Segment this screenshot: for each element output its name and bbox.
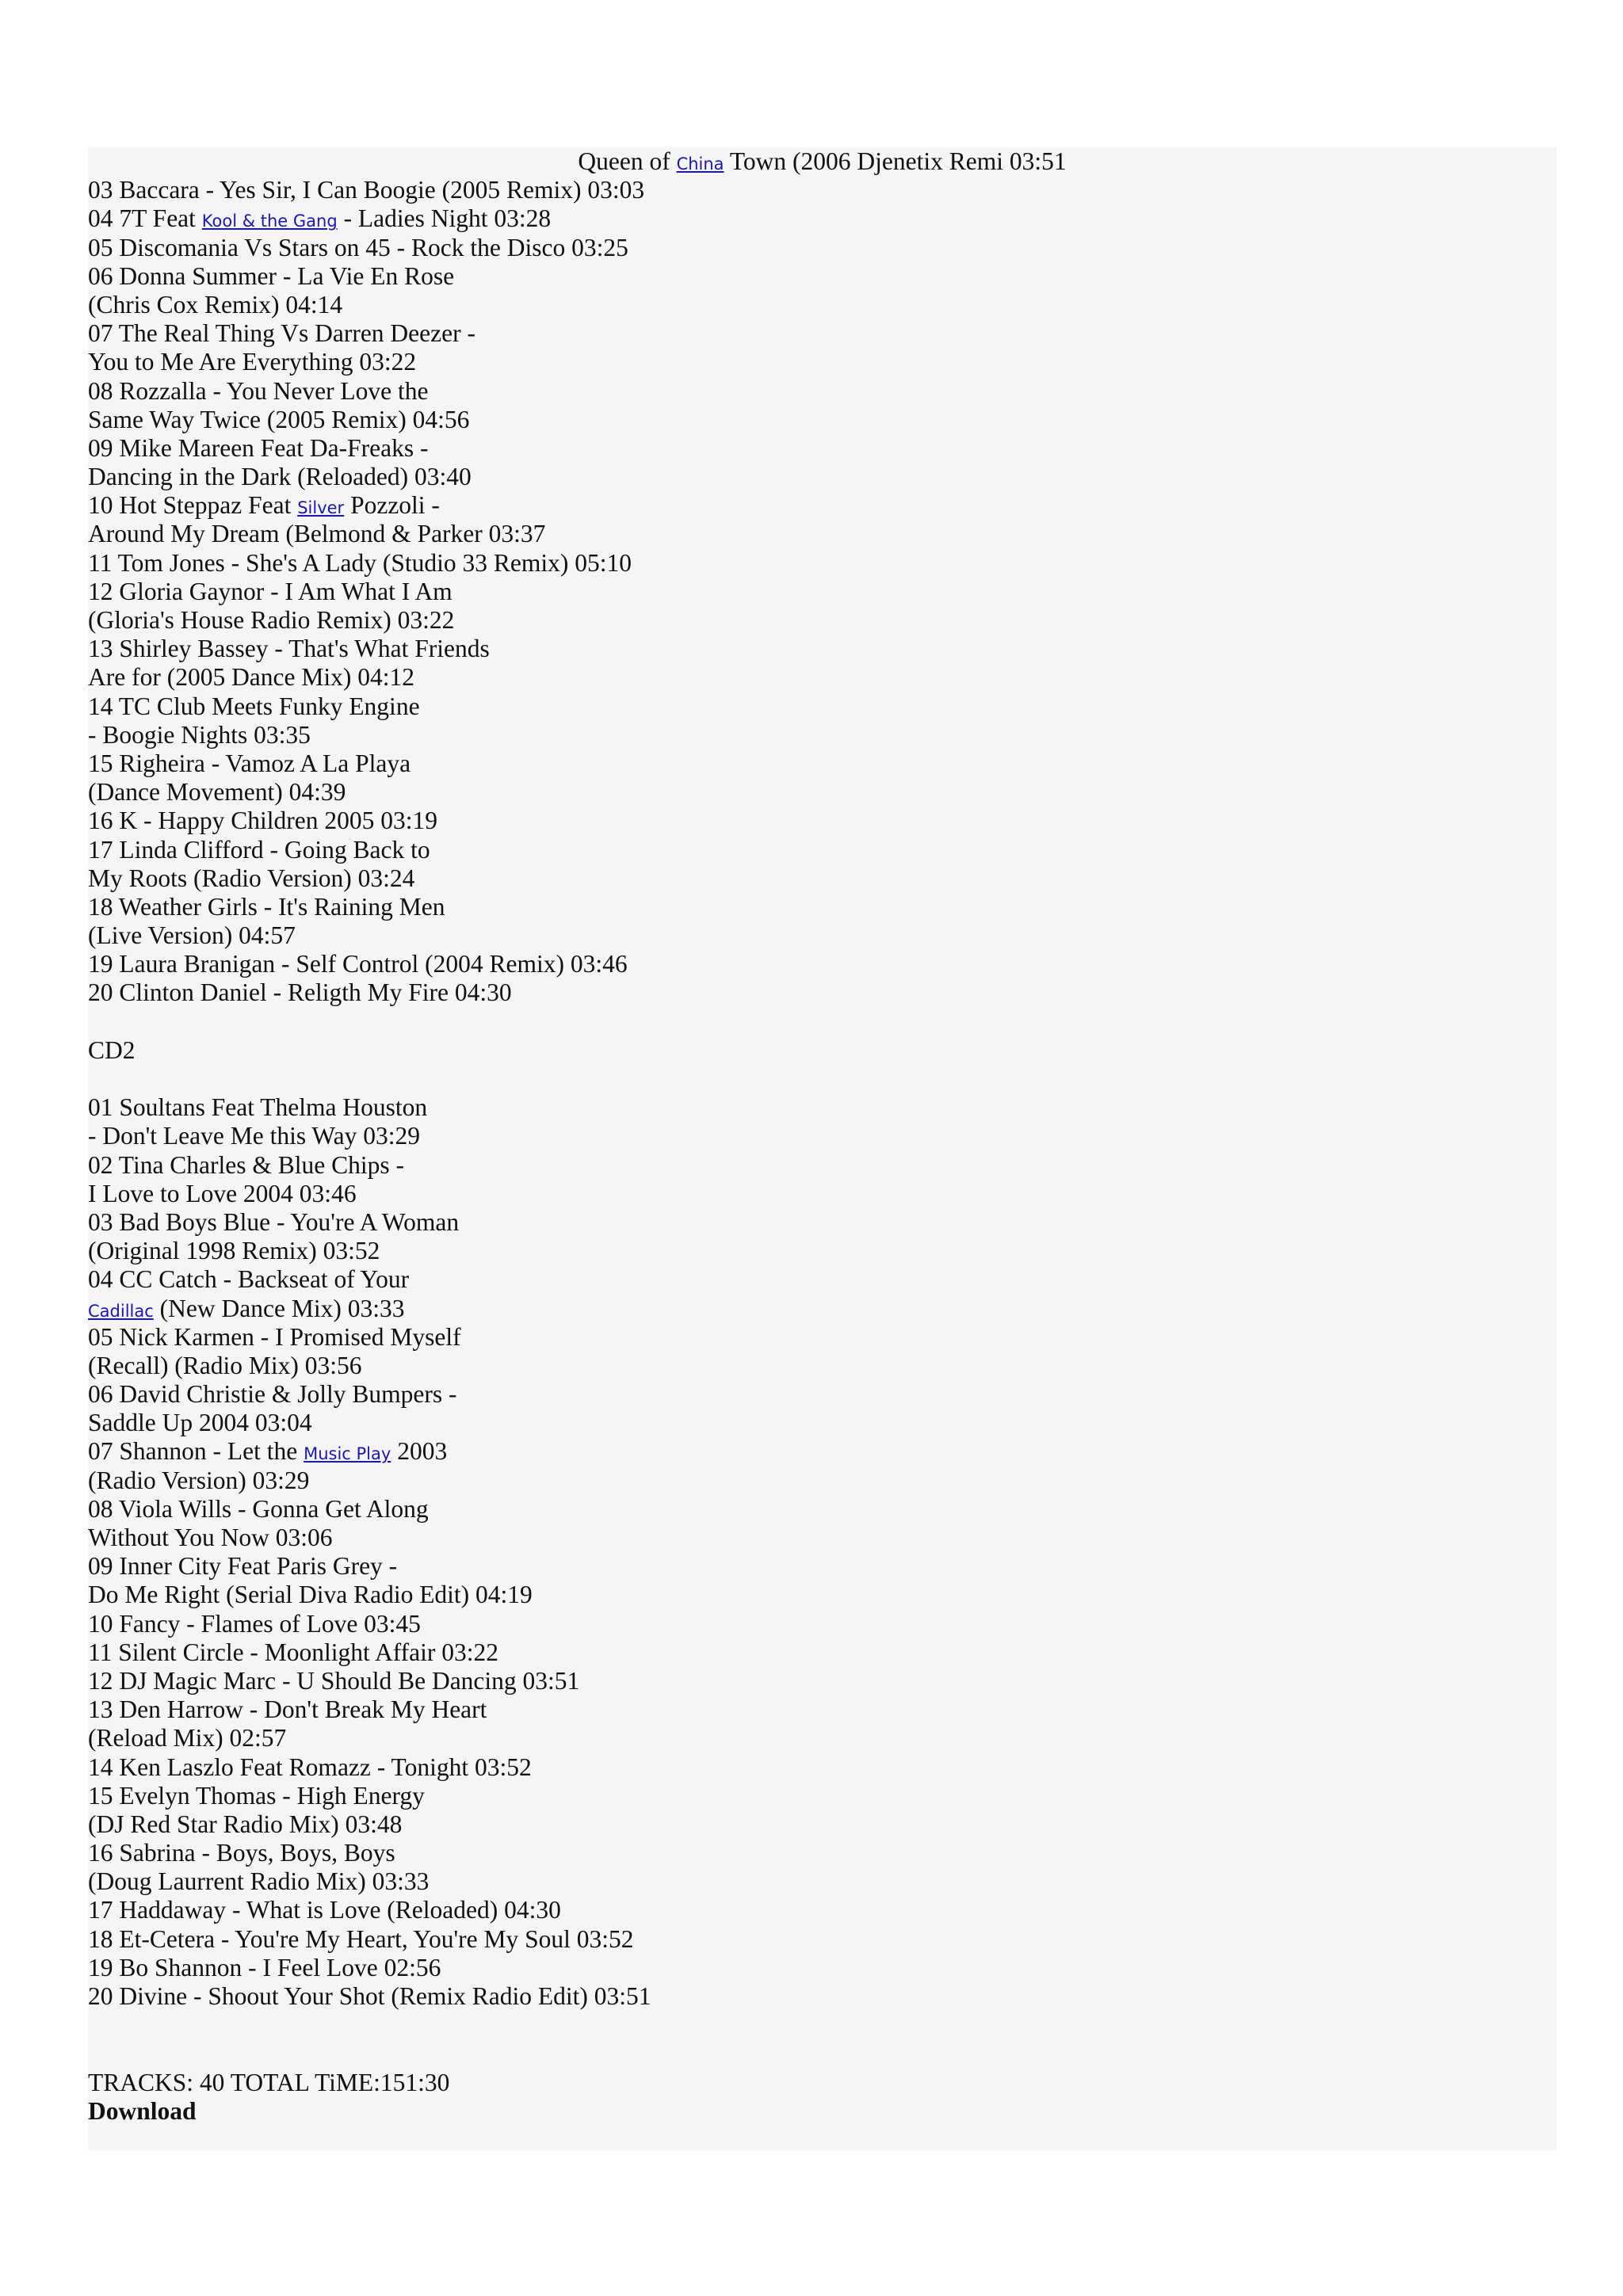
track-line: (Doug Laurrent Radio Mix) 03:33: [88, 1867, 430, 1896]
track-line: (Recall) (Radio Mix) 03:56: [88, 1351, 362, 1379]
track-text-after: 2003: [391, 1437, 448, 1466]
track-inline-link[interactable]: Kool & the Gang: [201, 212, 338, 231]
track-line: Are for (2005 Dance Mix) 04:12: [88, 663, 415, 692]
track-line: 06 David Christie & Jolly Bumpers -: [88, 1380, 457, 1409]
track-line: 12 Gloria Gaynor - I Am What I Am: [88, 577, 453, 605]
track-line: 20 Clinton Daniel - Religth My Fire 04:30: [88, 978, 512, 1007]
track-line: Without You Now 03:06: [88, 1524, 333, 1551]
cd1-tracklist: [88, 176, 1556, 1007]
track-text-before: 07 Shannon - Let the: [88, 1437, 304, 1466]
track-line: (DJ Red Star Radio Mix) 03:48: [88, 1810, 403, 1838]
track-line: 03 Bad Boys Blue - You're A Woman: [88, 1207, 460, 1236]
track-line: 05 Nick Karmen - I Promised Myself: [88, 1322, 461, 1351]
track-text-after: (New Dance Mix) 03:33: [153, 1294, 405, 1322]
track-text-before: 04 7T Feat: [88, 204, 202, 233]
track-line: - Don't Leave Me this Way 03:29: [88, 1122, 420, 1150]
track-line: 09 Mike Mareen Feat Da-Freaks -: [88, 433, 429, 462]
track-line: 19 Laura Branigan - Self Control (2004 Remix) 03:46: [88, 950, 628, 978]
header-line: [88, 147, 1556, 176]
track-line: (Gloria's House Radio Remix) 03:22: [88, 606, 455, 634]
track-line: Around My Dream (Belmond & Parker 03:37: [88, 520, 546, 548]
spacer: [88, 2011, 1556, 2039]
track-line: 15 Righeira - Vamoz A La Playa: [88, 749, 411, 777]
track-line: 13 Den Harrow - Don't Break My Heart: [88, 1695, 487, 1724]
track-line: (Live Version) 04:57: [88, 921, 296, 950]
spacer: [88, 1065, 1556, 1093]
track-line: (Chris Cox Remix) 04:14: [88, 290, 343, 318]
track-line: 08 Rozzalla - You Never Love the: [88, 376, 429, 405]
track-line: 09 Inner City Feat Paris Grey -: [88, 1552, 398, 1581]
track-line: (Radio Version) 03:29: [88, 1466, 310, 1494]
track-line: 04 CC Catch - Backseat of Your: [88, 1265, 410, 1294]
track-line: - Boogie Nights 03:35: [88, 720, 311, 749]
track-line: 11 Silent Circle - Moonlight Affair 03:22: [88, 1638, 498, 1666]
track-line: 14 TC Club Meets Funky Engine: [88, 692, 420, 720]
track-line: 17 Haddaway - What is Love (Reloaded) 04:30: [88, 1896, 561, 1924]
track-line: 10 Fancy - Flames of Love 03:45: [88, 1609, 421, 1638]
track-line: 01 Soultans Feat Thelma Houston: [88, 1093, 428, 1122]
track-line: 05 Discomania Vs Stars on 45 - Rock the Disco 03:25: [88, 233, 628, 261]
link-china[interactable]: China: [676, 154, 724, 174]
track-line: (Reload Mix) 02:57: [88, 1724, 287, 1753]
track-line: 12 DJ Magic Marc - U Should Be Dancing 03:51: [88, 1666, 580, 1695]
track-line: 18 Et-Cetera - You're My Heart, You're My Soul 03:52: [88, 1924, 634, 1953]
track-text-after: Pozzoli -: [344, 491, 440, 520]
track-line: 03 Baccara - Yes Sir, I Can Boogie (2005 Remix) 03:03: [88, 176, 645, 204]
track-line: 16 K - Happy Children 2005 03:19: [88, 807, 437, 835]
track-line: 14 Ken Laszlo Feat Romazz - Tonight 03:52: [88, 1753, 532, 1781]
track-line: 11 Tom Jones - She's A Lady (Studio 33 Remix) 05:10: [88, 548, 632, 577]
spacer: [88, 2039, 1556, 2068]
header-text-after: Town (2006 Djenetix Remi 03:51: [724, 147, 1067, 175]
header-text-before: Queen of: [578, 147, 677, 175]
track-line: (Original 1998 Remix) 03:52: [88, 1237, 380, 1265]
track-line: Do Me Right (Serial Diva Radio Edit) 04:19: [88, 1581, 533, 1609]
track-line: I Love to Love 2004 03:46: [88, 1179, 357, 1207]
track-line: [88, 491, 1556, 520]
track-line: 19 Bo Shannon - I Feel Love 02:56: [88, 1953, 441, 1981]
track-line: Same Way Twice (2005 Remix) 04:56: [88, 405, 470, 433]
tracks-summary: TRACKS: 40 TOTAL TiME:151:30: [88, 2068, 450, 2096]
track-line: My Roots (Radio Version) 03:24: [88, 864, 415, 892]
track-line: 15 Evelyn Thomas - High Energy: [88, 1781, 425, 1810]
track-line: 13 Shirley Bassey - That's What Friends: [88, 635, 490, 663]
track-line: 07 The Real Thing Vs Darren Deezer -: [88, 319, 475, 348]
track-line: [88, 1295, 1556, 1323]
track-line: You to Me Are Everything 03:22: [88, 348, 417, 376]
track-inline-link[interactable]: Music Play: [304, 1444, 391, 1464]
track-text-after: - Ladies Night 03:28: [337, 204, 552, 233]
tracklist-document: [88, 147, 1556, 2126]
download-link[interactable]: Download: [88, 2096, 197, 2125]
cd2-tracklist: [88, 1093, 1556, 2011]
cd2-heading: CD2: [88, 1035, 136, 1064]
track-text-before: 10 Hot Steppaz Feat: [88, 491, 298, 520]
track-line: (Dance Movement) 04:39: [88, 778, 346, 807]
track-inline-link[interactable]: Cadillac: [88, 1301, 154, 1321]
track-line: 18 Weather Girls - It's Raining Men: [88, 892, 445, 921]
track-line: [88, 204, 1556, 233]
track-line: 02 Tina Charles & Blue Chips -: [88, 1150, 405, 1179]
track-line: Dancing in the Dark (Reloaded) 03:40: [88, 463, 472, 491]
track-line: 20 Divine - Shoout Your Shot (Remix Radio Edit) 03:51: [88, 1982, 651, 2010]
track-line: 08 Viola Wills - Gonna Get Along: [88, 1494, 429, 1523]
track-line: 16 Sabrina - Boys, Boys, Boys: [88, 1839, 395, 1867]
track-line: [88, 1437, 1556, 1466]
spacer: [88, 1008, 1556, 1036]
track-inline-link[interactable]: Silver: [297, 498, 345, 518]
track-line: 06 Donna Summer - La Vie En Rose: [88, 261, 455, 290]
track-line: Saddle Up 2004 03:04: [88, 1409, 312, 1437]
track-line: 17 Linda Clifford - Going Back to: [88, 835, 430, 864]
